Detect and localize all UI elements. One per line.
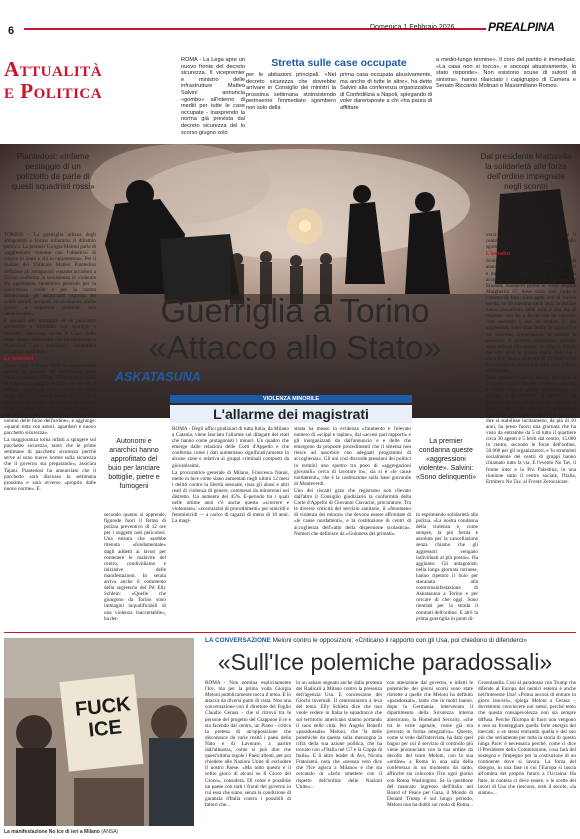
- section-title-line2: e Politica: [4, 79, 103, 103]
- main-headline-line1: Guerriglia a Torino: [160, 292, 430, 329]
- main-headline: [115, 292, 475, 366]
- bottom-column-4: Groenlandia. Così al paradosso con Trump che difende al Europa dei nemici esterni è anche nell'interesse Usa! «Prima ancora di entrare in gioco lancerò», spiega Meloni a Cerasa -, dovremmo convincere noi stessi, perché temo che questa consapevolezza non sia sempre diffusa. Perché l'Europa di fuori non vengono e non sa fronteggiare quella forte energia dei mercati; o se stessi entrambi quella e del suo più che seriamente per tutta la storia di questo lunga Pace: è necessaria perché, come ci dice il Presidente della Commissione, cosa farà del sostegno e l'impegno per la costruzione di un continente dove si lavora. La forza del disegno, in una fase in cui l'Europa si lascia all'ombra del proprio futuro a l'Ucraina. Ha fatto, la contesa ci deve essere, e le scelte dei lavori di Usa che riescono, resti il secolo, «la siamo»...: [478, 680, 576, 796]
- bottom-column-2: in un sabato segnato anche dalla protesta dei Radicali a Milano contro la presenza dell'agenzia Usa. E concessione dei Giochi invernali. Il centrosinistra a leva del tema. Elly Schlein dice che non vuole vedere in Italia le squadracce che sul territorio americano stanno portando il caos nelle città. Per Angelo Bonelli «paradossale» Meloni, che 'fa delle polemiche da questa sulla menzogna la cifra della sua azione politica, che ha trovato con «l'Italia nel G7 e la Coppa di Italia». E lì altro leader di Avs, Nicola Fratoianni, nota che «nessun vero dice che l'Ice agisca a Milano» e che sta cercando di «farlo smettere con il rispetto dell'ordine delle Nazioni Unite»...: [296, 680, 382, 790]
- bottom-column-3: con attenzione dal governo, e infatti le polemiche dei giorni scorsi sono state ristrette a quelle che Meloni ha definito «paradossali», tanto che in molti hanno, dopo la Germania, intervenuto il dipartimento della Sicurezza interna americano, la Homeland Security, «che tra le varie agenzie, come già era previsto in forma integrativa». Questo, come si vede dall'intervista, ha dato quel bagno per cui il servizio di controllo più viene pronunciato con la sua ordine da decollo del team Meloni, con la sua «ordine» a Roma in una sala della conferenza in un momento da tanto, affinché sia coinvolto l'Ice ogni giorno con Roma Washington. Se la questione del mancato ingresso dell'Italia nel Board of Peace per Gaza, il Mondo di Donald Trump è sul lungo periodo, Meloni non ha dubbi sul ruolo di Roma...: [387, 680, 473, 808]
- page-number: 6: [8, 25, 15, 37]
- col1-subhead: Le reazioni: [4, 355, 34, 362]
- lead-column-right: a medio-lungo termine». Il coro del partito è immediato. «La casa non si tocca», e soccupi abusivamente, lo stato risponde». Non esistono scuse di sutorit di sinistra», hanno rilanciato i capigruppo di Camera e Senato Riccardo Molinari e Massimiliano Romeo.: [436, 57, 576, 90]
- quote-premier: La premier condanna queste «aggressioni violente». Salvini: «Sono delinquenti»: [416, 438, 476, 481]
- violenza-minorile-col-a: [172, 426, 289, 620]
- col1-para1: TORINO - La guerriglia urbana degli antagonisti a Torino infiamma il dibattito politico. La premier Giorgia Meloni parla di «aggressioni violente con l'obiettivo di colpire lo Stato e chi lo rappresenta». Per il titolare del Viminale Matteo Piantedosi definisce gli antagonisti «quanto accaduto a Torino conferma la sussistenza di violentie chi appresenta l'autentico pericolo per la convivenza civile e per la nostra democrazia: gli antagonisti espressi dei centri sociali occupati abusivamente anche grazie a coperture politiche ben identificabili».: [4, 232, 96, 318]
- violenza-minorile-bar: VIOLENZA MINORILE: [170, 395, 412, 403]
- caption-text: La manifestazione No Ice di ieri a Milano: [4, 829, 100, 835]
- dateline: Domenica 1 Febbraio 2026: [370, 24, 455, 31]
- article-column-4: to esprimendo solidarietà alla polizia. «La nostra condanna della violenza è, come sempre, la più ferma e assoluta per la cancellazione senza chiamo che gli aggressori vengano individuati al più presto». Ha aggiunto: Gli antagonisti, nella lunga giornata torinese, hanno ripetuto il buio per stacanata alla contromanifestazione di Askatasuna a Torino e per cercare di che oggi. Sono rientrati per la strada il comitati dell'ordine. E ab'è la prima guerriglia in punti di-: [416, 512, 478, 622]
- conversazione-label: LA CONVERSAZIONE: [205, 637, 271, 644]
- caption-credit: (ANSA): [101, 829, 119, 835]
- conversazione-kicker: [205, 637, 527, 644]
- conversazione-text: Meloni contro le opposizioni: «Criticano il rapporto con gli Usa, poi chiedono di difenderci»: [272, 637, 527, 644]
- lead-column-left: ROMA - La Lega apre un nuovo fronte del decreto sicurezza. Il vicepremier e ministro delle infrastrutture Matteo Salvini annuncia «gombo» all'interno di mediti per tutte le case occupate - inasprendo la norma già prevista dal decreto sicurezza del lo scorso giugno solo: [181, 57, 245, 136]
- main-headline-line2: «Attacco allo Stato»: [148, 329, 442, 366]
- bottom-column-1: ROMA - Non nomina esplicitamente l'Ice, ma per la prima volta Giorgia Meloni pubblicamente tocca il tema. E lo attacca da diversi punti di vista. Non una conversazione con il direttore del Foglio Claudio Cerasa - che si ritrova tra le persone del progetto del Giappone il re e sta facendo dal centro, un Piano - critica la pretesa di un'opposizione che disconosce da varie realtà i paesi della Nato e di Lavorare, a partire dall'alleanza, come si può dire che quest'ultima regole i Paesi alleati, per poi chiedere alle Nazioni Unite di escludere il nostro Paese. «Ma tutto questo è il solito gioco di alcuni su Il Gioco del Gioco», considera. Di come è possibile un paese con tutti i fronti del governo in cui essa che siano, senza la condizione di garanzia d'Italia contro i possibili di fattori che...: [205, 680, 291, 808]
- kicker-subtitle: Scontri dopo il corteo per il centro sociale: [210, 371, 421, 383]
- vm-para-b1: strata ha messo in evidenza «l'aumento e l'elevato numero di «scippi e rapine», dai «accesi pari rapporti» e gli inorganizzati da dall'annuncio e e delle che emergono da proposte procedimenti che il sistema non riesce ad assorbire con adeguati programmi di accoglienza». Gli uni così discorde pressioni dei politici in termini uno spettro tra poco di «aggregazioni giovanili» cerca di lavorare in», sia si è «le cause nordattenti», che è la costituzione sulla base giovanile di Monteverdi.: [294, 426, 411, 487]
- col1-para3: Dalla Lega a Forza Italia la maggioranza accusa la sinistra di legittimare certi comportamenti violenti. «Delinquenti quelli di Askatasuna pagano di loro» c'è solo chi il difende, ricorda gli antifa e i gio-vani della Lega. «Ecco chi ama le piazze di chi oggi li sostiene». Ma la pax del centro è arrivata ed è un seriosatto appoggi di Matteo Salvini, che firma «gli antagonisti delle donne e agli uomini delle forze dell'ordine», e aggiunge: «quanti tutta con amori, agamberi e nuovo pacchetto sicurezza».: [4, 362, 96, 436]
- protest-photo: [4, 638, 194, 826]
- col1-para4: La maggioranza torna infatti a spingere sul pacchetto sicurezza, tanto che le prime settimane di pacchetto sicurezza perchè serve al sono nuove norme sulla sicurezza che il governo sta preparando», assicura Tajani. Piantedosi ha annunciato che il pacchetto sarà discusso la settimana prossima e sarà avverso «proprio dalle nuove norme». E.: [4, 437, 96, 492]
- quote-autonomi: Autonomi e anarchici hanno approfittato del buio per lanciare bottiglie, pietre e fumogeni: [108, 438, 160, 490]
- section-title-line1: Attualità: [4, 57, 103, 81]
- col5-para2: Sono stati gruppi di autonomi e di anarchici a lanciare bottiglie, razzi da fuori e metallo artigianali, pietre, fumogeni. E accudato dietro al campus universitario Einaudi, massacro prima in corso Regina Margherita 47, dove sono stati l'aula e l'ultima di loro. Una parte era di nuovo quella, se decidevano nelle sedi, le polizie hanno riscontrato delle zone e una via di ingresso con fai a faccia che ha superato l'era enorme. I due da scontri le più aggressive, sono state molte le aggiuntive del distretto. Un'occasione di sfidare la questura. I governi dell'ultimo periodo sono arrivati alla piazza, in cima ai minuti del sito, dove le polizie hanno dato più i disordini, hanno ricevuto di 15 feriti nella conformità dei messi e in altre zone e forze dell'ordine.: [486, 258, 576, 375]
- case-occupate-title: Stretta sulle case occupate: [271, 57, 407, 69]
- vm-para-b2: Uno dei riscatti gran che registrano non rilevato dall'altro il Consiglio giudiziario la conformità della Corte d'Appello di Giovanni Ciavarini, procuratore. Tra le diverse criticità del servizio sanitario, il «fenomeno di violenza dei minori» che devono essere affrontate di «le cause nordattenti», e la costituzione di centri di accoglienza dell'«atto della dispersione scolastica». Numeri che definisce da «Guinness dei primati».: [294, 487, 411, 537]
- article-column-1: [4, 232, 96, 493]
- photo-caption: [4, 829, 118, 835]
- violenza-minorile-col-b: [294, 426, 411, 620]
- protest-sign: FUCK ICE: [74, 693, 132, 742]
- quote-mattarella: Dal presidente Mattarella la solidarietà alle forze dell'ordine impegnate negli scontri: [480, 152, 572, 191]
- section-title: [4, 58, 174, 102]
- violenza-minorile-title: L'allarme dei magistrati: [170, 405, 412, 423]
- lead-column-mid: per le abitazioni principali. «Nel decreto sicurezza che dovrebbe arrivare in Consiglio dei ministri la prossima settimana stoinsistendo perinserire l'immediato sgombero non solo della: [246, 72, 336, 111]
- section-divider: [4, 632, 576, 633]
- article-column-5: [486, 232, 576, 628]
- kicker-askatasuna: ASKATASUNA: [115, 370, 201, 384]
- vm-para-a1: ROMA - Degli uffici giudiziari di tutta Italia, da Milano a Catania, viene lanciato l'allarme sul dilagare dei reati che hanno come protagonisti i minori. Un quadro che emerge dalle relazioni delle Corti d'Appello e che conferma come i dati aumentano significativamente in alcune zone e relativa ai gruppi criminali composti da giovanissimi.: [172, 426, 289, 469]
- col1-para2: E davanti alle immagini di un poliziotto circondato e picchiato con sprangle e martelli, interviene anche il Capo dello Stato Sergio Mattarella che ha telefonato a Piantedosi per esprimere solidarietà all'agente aggredito.: [4, 318, 96, 355]
- vm-para-a2: La procuratrice generale di Milano, Francesca Nanni, mette in luce come siano aumentati negli ultimi 12 mesi i delitti contro la libertà sessuale, rissa gli abusi e altri reati di violenza di genere, commessi da minorenni nel distretto. Un aumento del 45%. E-periodo tra i quali nelle ultime anni c'è anche questo «scorrere e violentare»: «scorrazzini di procedimenti» per omicidi e femminicidi — a carico di ragazzi di meno di 18 anni. La magi-: [172, 469, 289, 525]
- lead-column-mid2: prima casa occupata abusivamente, ma anche di tutte le altre», ha detto Salvini alla conferenza organizzativa di Confedilizia a Napoli, spiegando di voler darerisposte a chi «ha paura di affittare: [340, 72, 432, 111]
- ice-headline: «Sull'Ice polemiche paradossali»: [217, 649, 553, 675]
- article-column-2: secondo quanto si apprende, figurede fuori il fermo di polizia preventivo di 12 ore per i soggetti noti pericolosi. Una misura che sarebbe ritenuta «fondamentale» dagli addetti ai lavori per contenere le malavite del centro, condividiamo e iniziative delle manifestazioni. In serata arriva anche il commento della segretaria del Pd Elly Schlein: «Quelle che giungono da Torino sono immagini inqualificabili di una violenza inaccettabile», ha det-: [104, 512, 166, 622]
- newspaper-brand: PREALPINA: [488, 20, 555, 34]
- quote-piantedosi: Piantedosi: «Infame pestaggio di un poliziotto da parte di questi squadristi rossi»: [11, 152, 95, 191]
- col5-subhead: L'assalto: [486, 251, 511, 258]
- col5-para3: Sulle tentazioni per la difesa, guerriglia e di questi «sono crisi del cittadino», riparati a Torino. Una di queste testimonianze di gruppo, è di collettivi di autonomi. In sostegno trovato un spazio per i partiti di sinistra; da subito non mi sono sbagliati del Fronte, rinato dal consiglio e. Bisogna dire si stabilisse incitamento, da più di 10 anni, ha preso fuoco una giornata che ha visto da entrambe da 5 di tutto il quartiere circa 30 agenti e 5 feriti dal centro, 15.000 in centro, secondo le forze dell'ordine, 50.000 per gli organizzatori, e 'lo strumenti socialmente dei centri di gruppi hanno chiamato tutto la via, E l'evento No Tav, il fronte inter e la Pro Palestina, in una riunione sotto il centro sociale, l'Italia, Ermitero No Tav, al Fronte Zerocalcare.: [486, 375, 576, 485]
- col5-para1: versi del quartiere Vanchiglia, dove il centro sociale aveva sede prima dello sgombero del 18 dicembre.: [486, 232, 576, 251]
